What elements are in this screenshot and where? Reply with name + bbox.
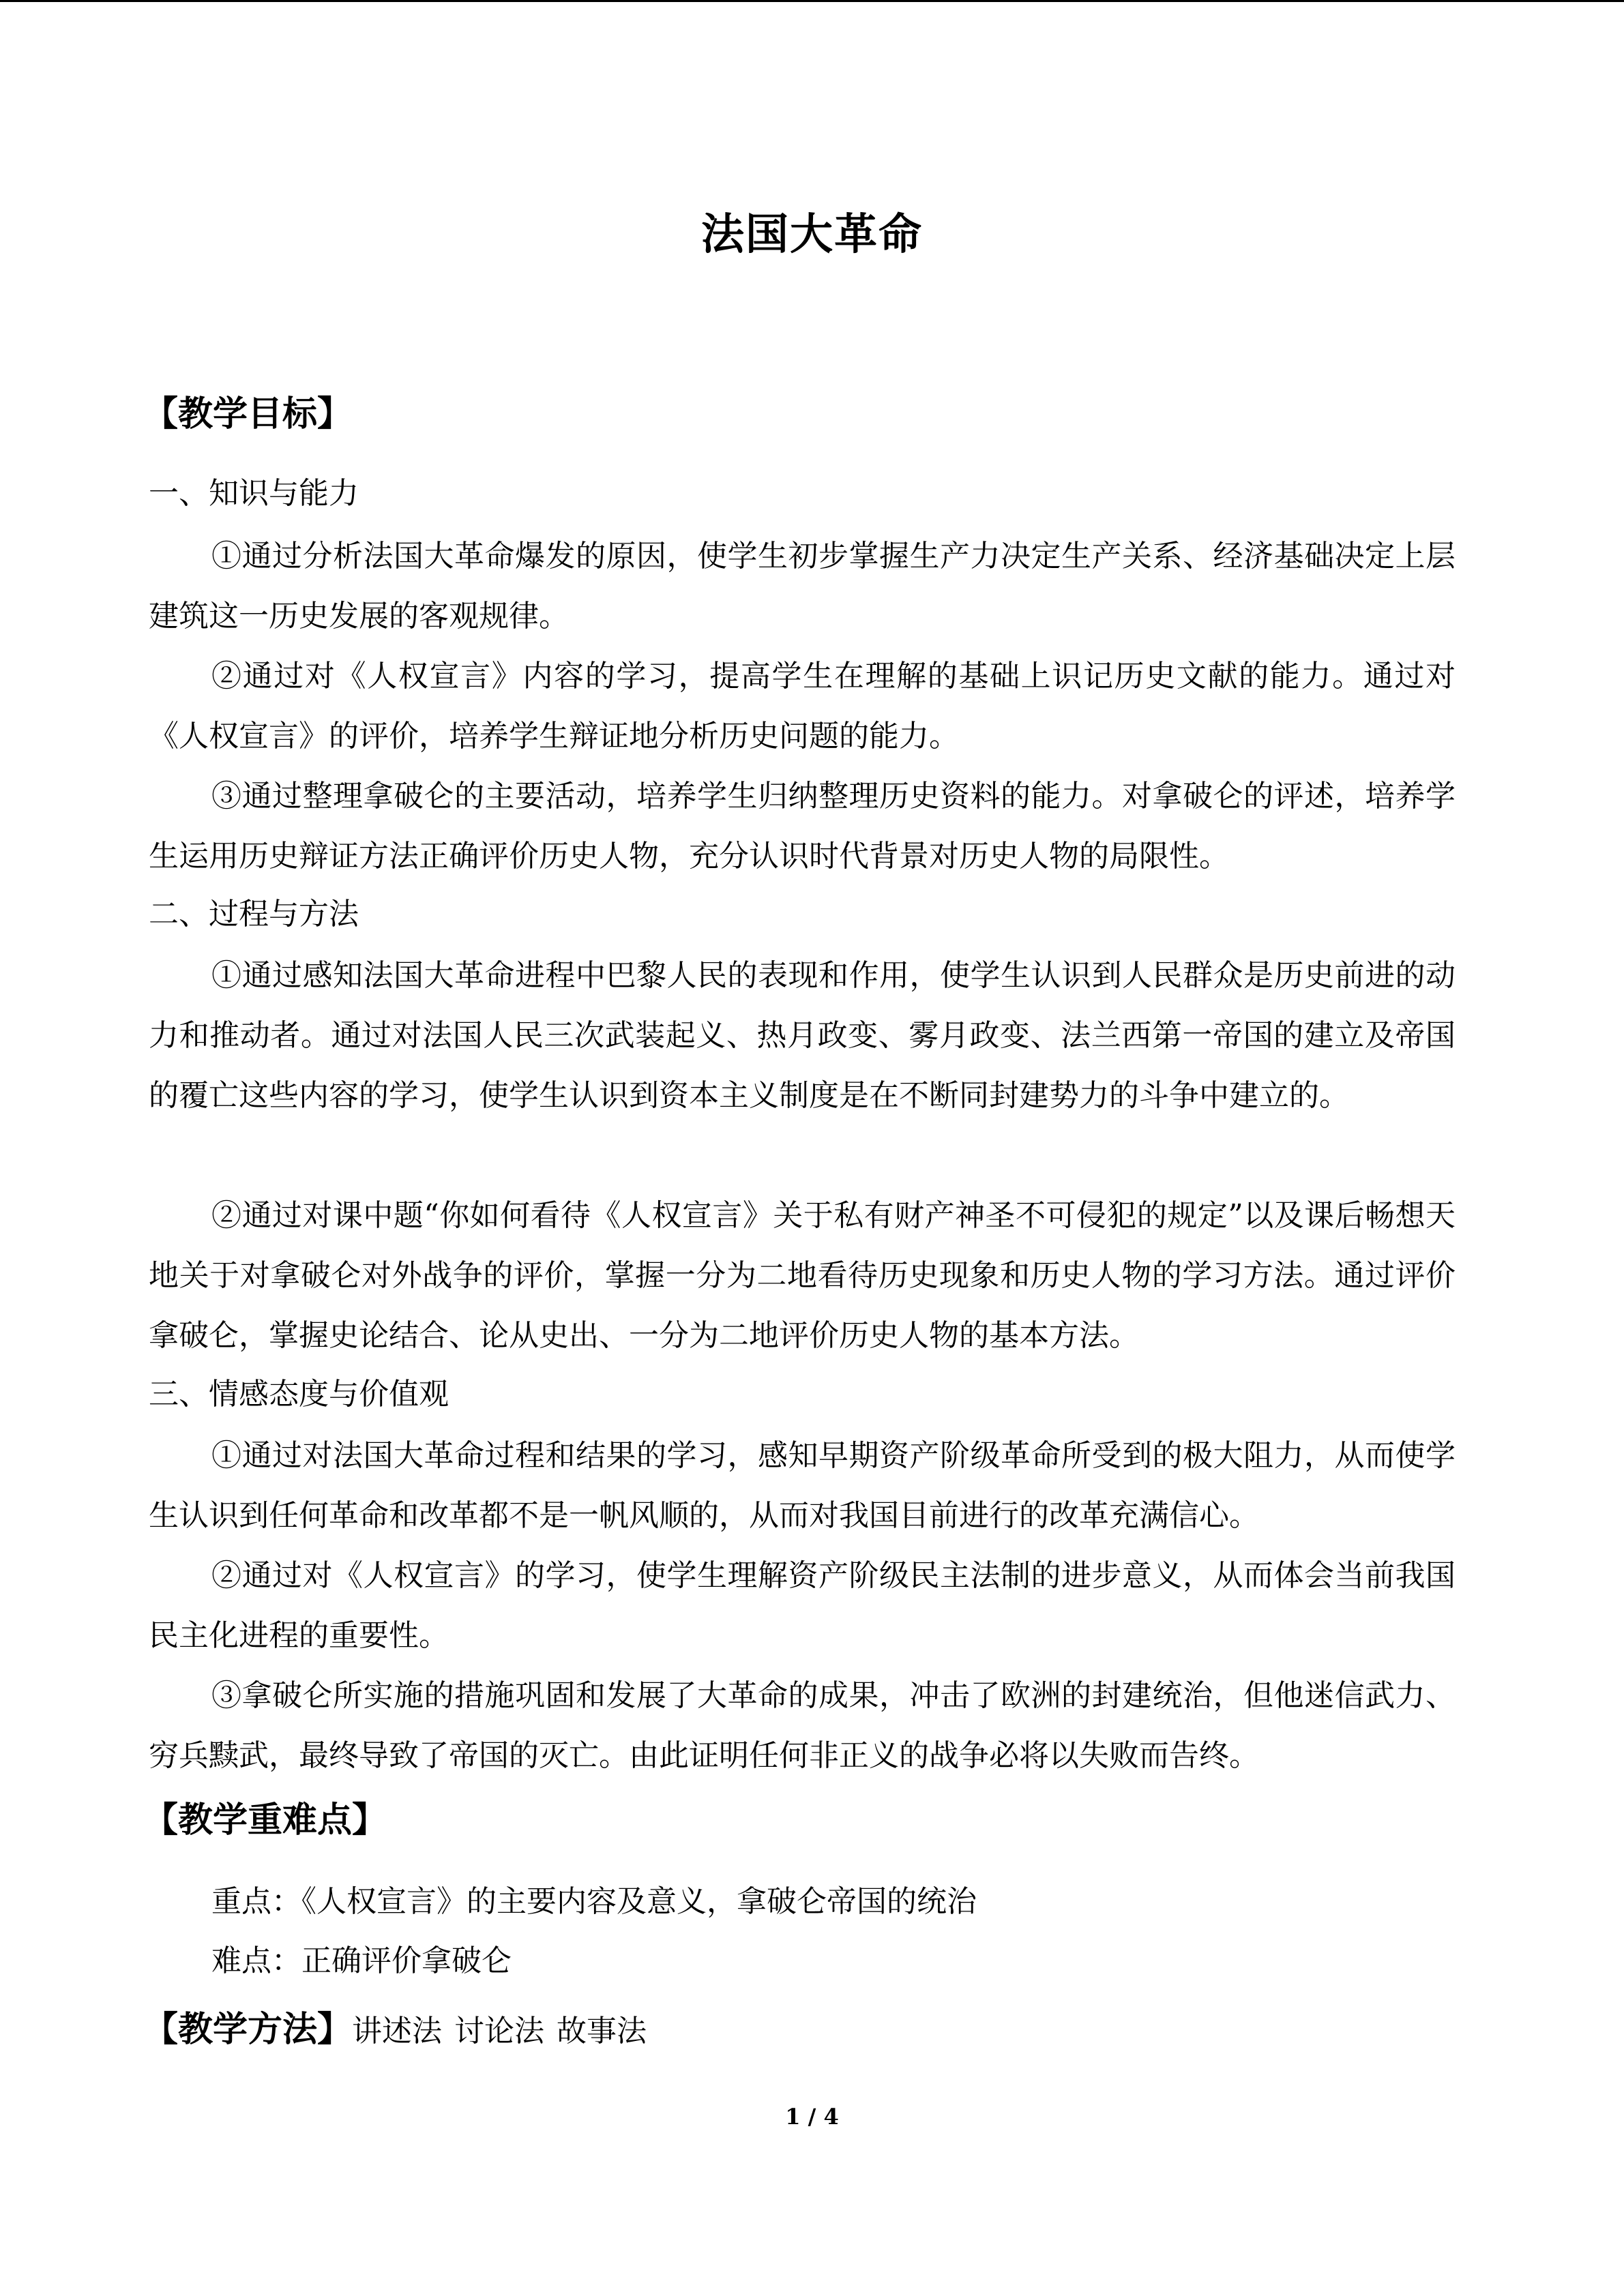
teaching-methods-heading: 【教学方法】 bbox=[143, 2009, 353, 2050]
emotion-item-1: ①通过对法国大革命过程和结果的学习，感知早期资产阶级革命所受到的极大阻力，从而使学生认识到任何革命和改革都不是一帆风顺的，从而对我国目前进行的改革充满信心。 bbox=[149, 1438, 1456, 1533]
teaching-methods-line bbox=[143, 2007, 659, 2054]
method-item: 故事法 bbox=[557, 2014, 647, 2048]
knowledge-ability-heading: 一、知识与能力 bbox=[149, 476, 359, 511]
objectives-heading: 【教学目标】 bbox=[143, 393, 353, 434]
top-border bbox=[0, 0, 1624, 2]
process-method-heading: 二、过程与方法 bbox=[149, 897, 359, 931]
process-item-2: ②通过对课中题“你如何看待《人权宣言》关于私有财产神圣不可侵犯的规定”以及课后畅想天地关于对拿破仑对外战争的评价，掌握一分为二地看待历史现象和历史人物的学习方法。通过评价拿破仑，掌握史论结合、论从史出、一分为二地评价历史人物的基本方法。 bbox=[149, 1198, 1456, 1353]
page-title: 法国大革命 bbox=[701, 209, 923, 259]
method-item: 讲述法 bbox=[352, 2014, 443, 2048]
key-focus-text: 重点：《人权宣言》的主要内容及意义，拿破仑帝国的统治 bbox=[211, 1884, 977, 1919]
knowledge-item-2: ②通过对《人权宣言》内容的学习，提高学生在理解的基础上识记历史文献的能力。通过对《人权宣言》的评价，培养学生辩证地分析历史问题的能力。 bbox=[149, 659, 1456, 754]
knowledge-item-1: ①通过分析法国大革命爆发的原因，使学生初步掌握生产力决定生产关系、经济基础决定上层建筑这一历史发展的客观规律。 bbox=[149, 539, 1456, 633]
teaching-methods-list bbox=[352, 2014, 659, 2048]
emotion-item-2: ②通过对《人权宣言》的学习，使学生理解资产阶级民主法制的进步意义，从而体会当前我国民主化进程的重要性。 bbox=[149, 1558, 1456, 1653]
emotion-item-3: ③拿破仑所实施的措施巩固和发展了大革命的成果，冲击了欧洲的封建统治，但他迷信武力、穷兵黩武，最终导致了帝国的灭亡。由此证明任何非正义的战争必将以失败而告终。 bbox=[149, 1678, 1456, 1773]
knowledge-item-3: ③通过整理拿破仑的主要活动，培养学生归纳整理历史资料的能力。对拿破仑的评述，培养学生运用历史辩证方法正确评价历史人物，充分认识时代背景对历史人物的局限性。 bbox=[149, 779, 1456, 874]
key-difficulty-text: 难点：正确评价拿破仑 bbox=[211, 1943, 512, 1978]
method-item: 讨论法 bbox=[454, 2014, 545, 2048]
process-item-1: ①通过感知法国大革命进程中巴黎人民的表现和作用，使学生认识到人民群众是历史前进的动力和推动者。通过对法国人民三次武装起义、热月政变、雾月政变、法兰西第一帝国的建立及帝国的覆亡这些内容的学习，使学生认识到资本主义制度是在不断同封建势力的斗争中建立的。 bbox=[149, 958, 1456, 1113]
emotion-values-heading: 三、情感态度与价值观 bbox=[149, 1377, 449, 1412]
key-points-heading: 【教学重难点】 bbox=[143, 1800, 387, 1840]
page-number: 1 / 4 bbox=[785, 2104, 839, 2130]
